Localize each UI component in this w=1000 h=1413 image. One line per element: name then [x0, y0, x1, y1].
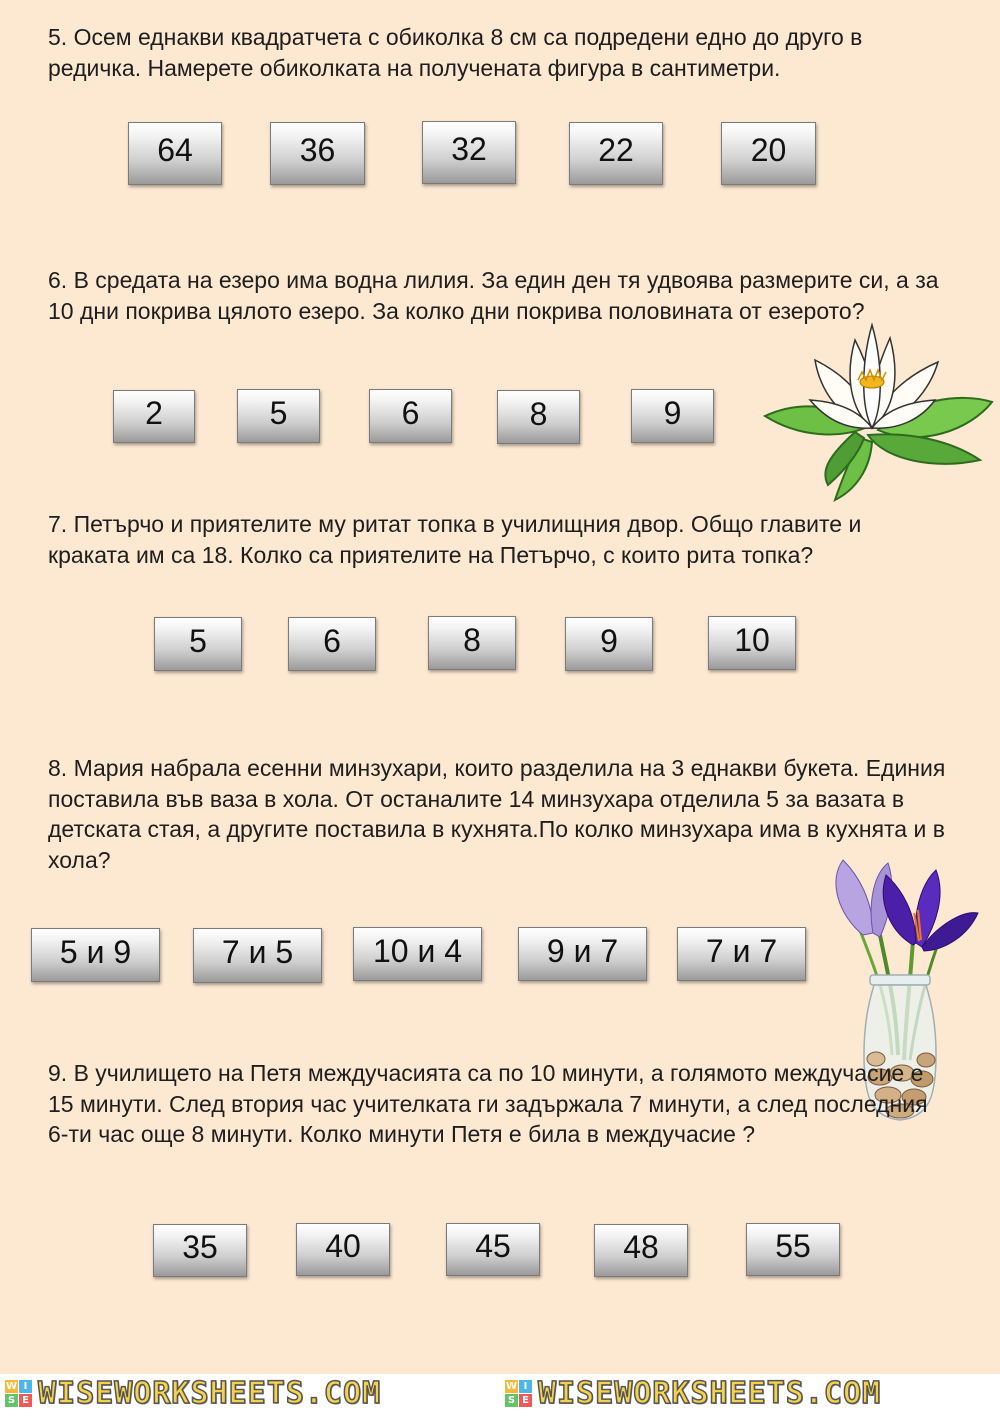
water-lily-icon	[760, 320, 995, 505]
q7-option-2[interactable]: 6	[288, 617, 376, 671]
question-8-text: 8. Мария набрала есенни минзухари, които разделила на 3 еднакви букета. Единия поставила във ваза в хола. От останалите 14 минзухара отделила 5 за вазата в детската стая, а другите поставила в кухнята.По колко минзухара има в кухнята и в хола?	[48, 755, 946, 873]
q9-option-5[interactable]: 55	[746, 1223, 840, 1276]
q7-option-1[interactable]: 5	[154, 617, 242, 671]
q9-option-1[interactable]: 35	[153, 1224, 247, 1277]
brand-logo	[0, 1376, 500, 1411]
wise-logo-icon: W I S E	[5, 1380, 32, 1407]
wise-logo-icon: W I S E	[505, 1380, 532, 1407]
brand-name: WISEWORKSHEETS.COM	[38, 1376, 382, 1411]
q8-option-3[interactable]: 10 и 4	[353, 927, 482, 981]
q5-option-5[interactable]: 20	[721, 122, 816, 185]
q6-option-4[interactable]: 8	[497, 390, 580, 444]
q7-option-4[interactable]: 9	[565, 617, 653, 671]
q7-option-3[interactable]: 8	[428, 616, 516, 670]
q9-option-3[interactable]: 45	[446, 1223, 540, 1276]
question-5-text: 5. Осем еднакви квадратчета с обиколка 8 см са подредени едно до друго в редичка. Намерете обиколката на получената фигура в сантиметри.	[48, 24, 863, 81]
footer-watermark	[0, 1374, 1000, 1413]
q6-option-2[interactable]: 5	[237, 389, 320, 443]
q9-option-4[interactable]: 48	[594, 1224, 688, 1277]
q6-option-3[interactable]: 6	[369, 389, 452, 443]
q5-option-1[interactable]: 64	[128, 122, 222, 185]
q6-option-5[interactable]: 9	[631, 389, 714, 443]
q8-option-5[interactable]: 7 и 7	[677, 927, 806, 981]
q5-option-2[interactable]: 36	[270, 122, 365, 185]
q8-option-2[interactable]: 7 и 5	[193, 928, 322, 983]
q9-option-2[interactable]: 40	[296, 1223, 390, 1276]
q7-option-5[interactable]: 10	[708, 616, 796, 670]
brand-logo-repeat	[500, 1376, 1000, 1411]
q8-option-4[interactable]: 9 и 7	[518, 927, 647, 981]
q8-option-1[interactable]: 5 и 9	[31, 928, 160, 982]
q5-option-3[interactable]: 32	[422, 121, 516, 184]
question-7-text: 7. Петърчо и приятелите му ритат топка в училищния двор. Общо главите и краката им са 18. Колко са приятелите на Петърчо, с които рита топка?	[48, 511, 862, 568]
question-9-text: 9. В училището на Петя междучасията са по 10 минути, а голямото междучасие е 15 минути. След втория час учителката ги задържала 7 минути, а след последния 6-ти час още 8 минути. Колко минути Петя е била в междучасие ?	[48, 1060, 928, 1147]
question-6-text: 6. В средата на езеро има водна лилия. За един ден тя удвоява размерите си, а за 10 дни покрива цялото езеро. За колко дни покрива половината от езерото?	[48, 267, 939, 324]
brand-name: WISEWORKSHEETS.COM	[538, 1376, 882, 1411]
q5-option-4[interactable]: 22	[569, 122, 663, 185]
q6-option-1[interactable]: 2	[113, 390, 195, 443]
